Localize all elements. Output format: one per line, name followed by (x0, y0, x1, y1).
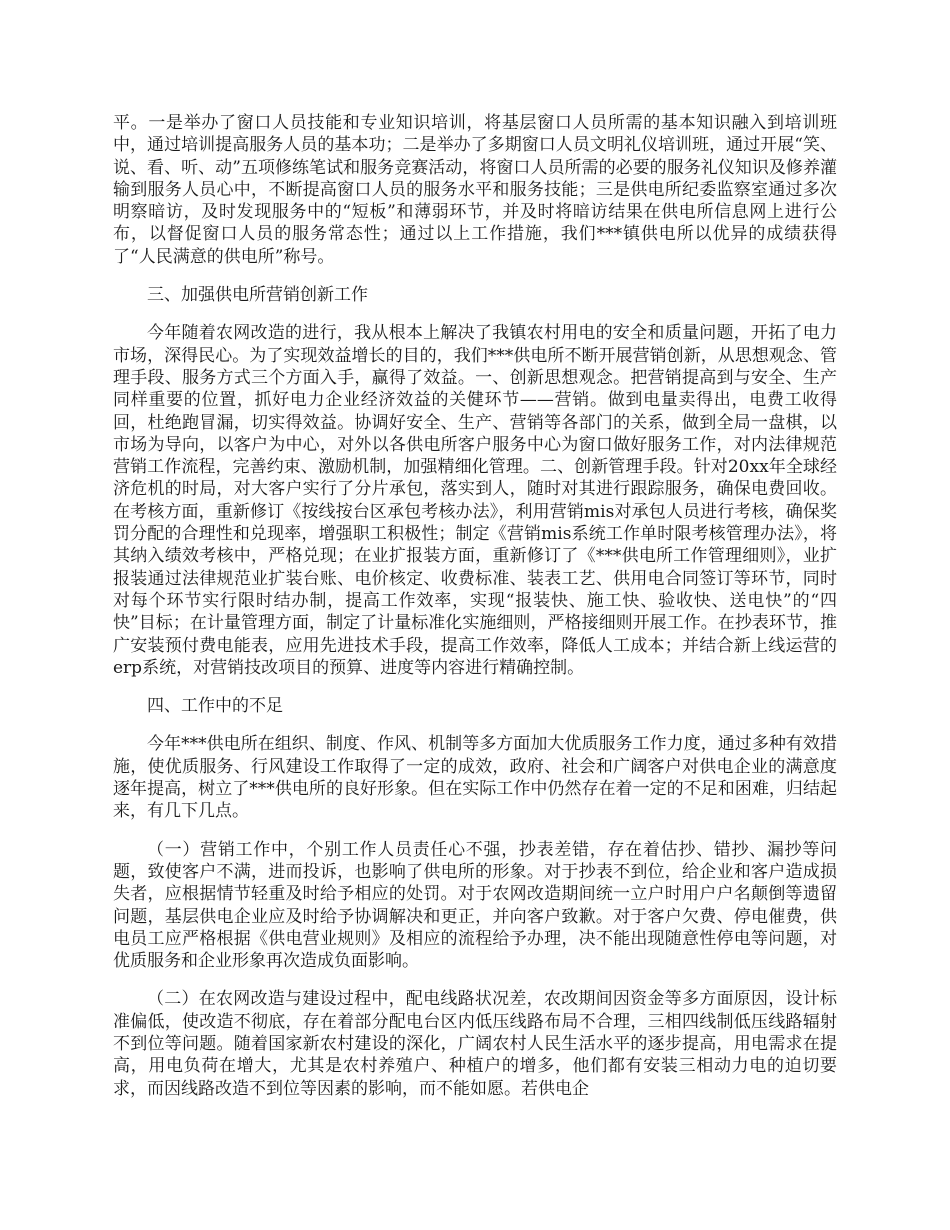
paragraph-shortcoming-2: （二）在农网改造与建设过程中，配电线路状况差，农改期间因资金等多方面原因，设计标准偏低，使改造不彻底，存在着部分配电台区内低压线路布局不合理，三相四线制低压线路辐射不到位等问题。随着国家新农村建设的深化，广阔农村人民生活水平的逐步提高，用电需求在提高，用电负荷在增大，尤其是农村养殖户、种植户的增多，他们都有安装三相动力电的迫切要求，而因线路改造不到位等因素的影响，而不能如愿。若供电企 (113, 989, 837, 1099)
document-page (113, 112, 837, 1116)
section-heading-marketing-innovation: 三、加强供电所营销创新工作 (147, 285, 368, 306)
paragraph-shortcomings-intro: 今年***供电所在组织、制度、作风、机制等多方面加大优质服务工作力度，通过多种有效措施，使优质服务、行风建设工作取得了一定的成效，政府、社会和广阔客户对供电企业的满意度逐年提高，树立了***供电所的良好形象。但在实际工作中仍然存在着一定的不足和困难，归结起来，有几下几点。 (113, 734, 837, 822)
section-heading-shortcomings: 四、工作中的不足 (147, 696, 283, 717)
paragraph-marketing-innovation: 今年随着农网改造的进行，我从根本上解决了我镇农村用电的安全和质量问题，开拓了电力市场，深得民心。为了实现效益增长的目的，我们***供电所不断开展营销创新，从思想观念、管理手段、服务方式三个方面入手，赢得了效益。一、创新思想观念。把营销提高到与安全、生产同样重要的位置，抓好电力企业经济效益的关健环节——营销。做到电量卖得出，电费工收得回，杜绝跑冒漏，切实得效益。协调好安全、生产、营销等各部门的关系，做到全局一盘棋，以市场为导向，以客户为中心，对外以各供电所客户服务中心为窗口做好服务工作，对内法律规范营销工作流程，完善约束、激励机制，加强精细化管理。二、创新管理手段。针对20xx年全球经济危机的时局，对大客户实行了分片承包，落实到人，随时对其进行跟踪服务，确保电费回收。在考核方面，重新修订《按线按台区承包考核办法》，利用营销mis对承包人员进行考核，确保奖罚分配的合理性和兑现率，增强职工积极性；制定《营销mis系统工作单时限考核管理办法》，将其纳入绩效考核中，严格兑现；在业扩报装方面，重新修订了《***供电所工作管理细则》，业扩报装通过法律规范业扩装台账、电价核定、收费标准、装表工艺、供用电合同签订等环节，同时对每个环节实行限时结办制，提高工作效率，实现“报装快、施工快、验收快、送电快”的“四快”目标；在计量管理方面，制定了计量标准化实施细则，严格接细则开展工作。在抄表环节，推广安装预付费电能表，应用先进技术手段，提高工作效率，降低人工成本；并结合新上线运营的erp系统，对营销技改项目的预算、进度等内容进行精确控制。 (113, 323, 837, 678)
paragraph-window-training: 平。一是举办了窗口人员技能和专业知识培训，将基层窗口人员所需的基本知识融入到培训班中，通过培训提高服务人员的基本功；二是举办了多期窗口人员文明礼仪培训班，通过开展“笑、说、看、听、动”五项修练笔试和服务竞赛活动，将窗口人员所需的必要的服务礼仪知识及修养灌输到服务人员心中，不断提高窗口人员的服务水平和服务技能；三是供电所纪委监察室通过多次明察暗访，及时发现服务中的“短板”和薄弱环节，并及时将暗访结果在供电所信息网上进行公布，以督促窗口人员的服务常态性；通过以上工作措施，我们***镇供电所以优异的成绩获得了“人民满意的供电所”称号。 (113, 113, 837, 267)
paragraph-shortcoming-1: （一）营销工作中，个别工作人员责任心不强，抄表差错，存在着估抄、错抄、漏抄等问题，致使客户不满，进而投诉，也影响了供电所的形象。对于抄表不到位，给企业和客户造成损失者，应根据情节轻重及时给予相应的处罚。对于农网改造期间统一立户时用户户名颠倒等遗留问题，基层供电企业应及时给予协调解决和更正，并向客户致歉。对于客户欠费、停电催费，供电员工应严格根据《供电营业规则》及相应的流程给予办理，决不能出现随意性停电等问题，对优质服务和企业形象再次造成负面影响。 (113, 839, 837, 972)
